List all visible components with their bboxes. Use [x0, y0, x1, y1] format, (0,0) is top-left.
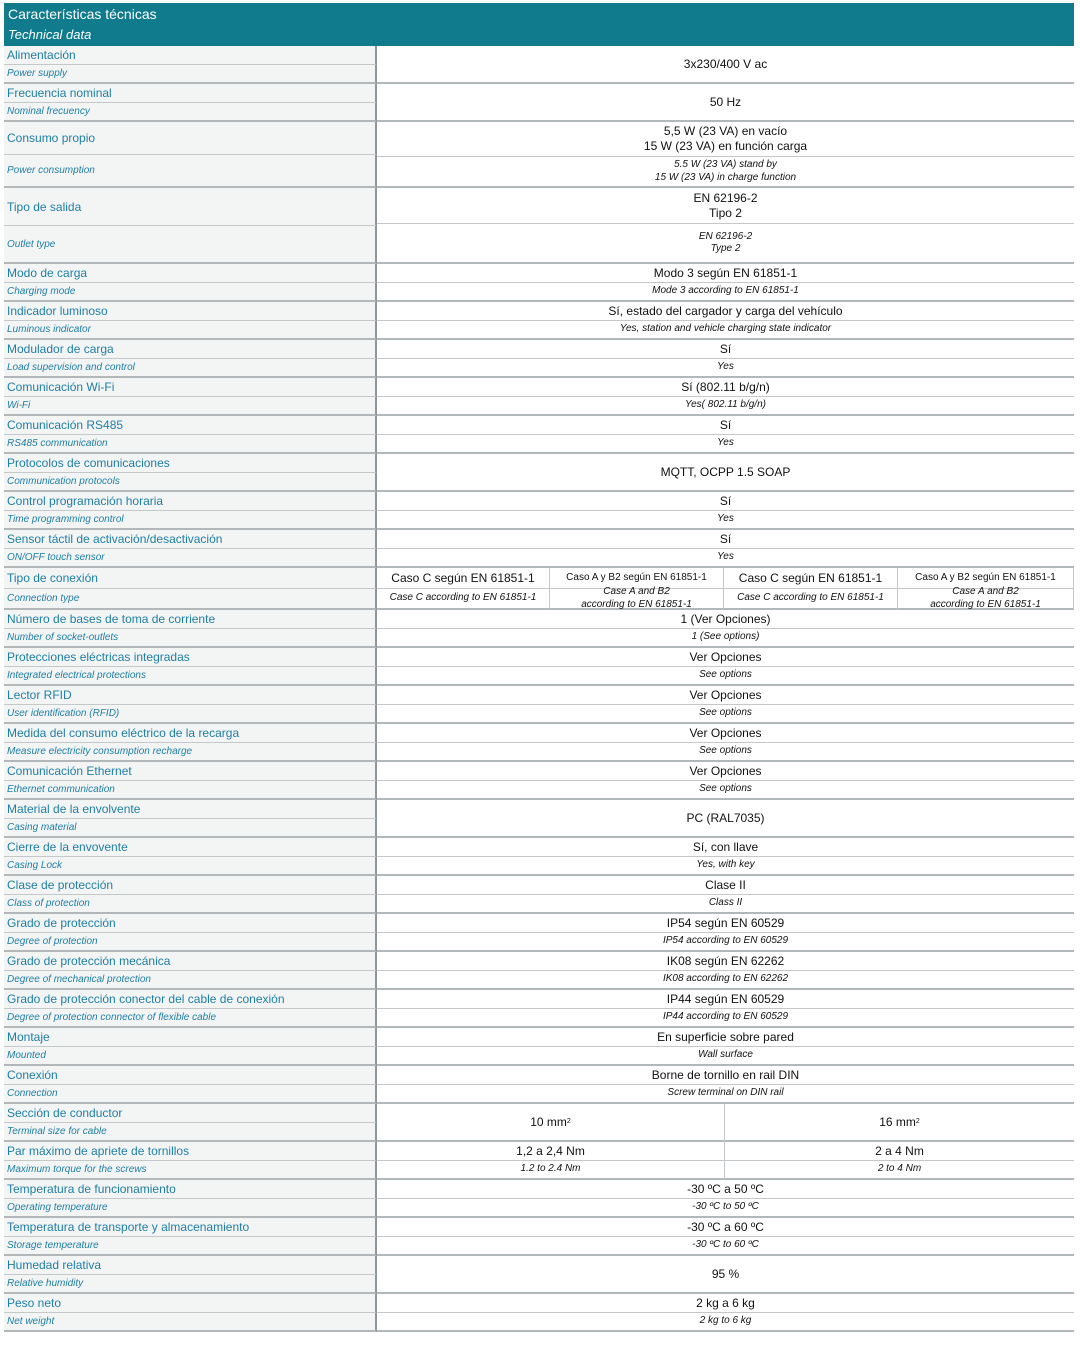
- label-spanish: Cierre de la envovente: [7, 840, 128, 854]
- label-english: Relative humidity: [7, 1278, 84, 1289]
- value-line: 5,5 W (23 VA) en vacío: [663, 124, 788, 138]
- label-english: Degree of protection: [7, 936, 98, 947]
- label-cell-spanish: [4, 762, 377, 781]
- label-english: Integrated electrical protections: [7, 670, 146, 681]
- label-cell-spanish: [4, 724, 377, 743]
- label-cell-spanish: [4, 648, 377, 667]
- label-cell-spanish: [4, 1028, 377, 1047]
- label-cell-spanish: [4, 340, 377, 359]
- label-cell-english: [4, 589, 377, 610]
- label-english: Connection type: [7, 593, 80, 604]
- label-spanish: Peso neto: [7, 1296, 62, 1310]
- value-cell-english: -30 ºC to 50 ºC: [377, 1199, 1074, 1218]
- label-cell-english: [4, 359, 377, 378]
- value-cell-spanish: IP44 según EN 60529: [377, 990, 1074, 1009]
- label-cell-english: [4, 933, 377, 952]
- label-spanish: Conexión: [7, 1068, 58, 1082]
- value-cell-english: See options: [377, 705, 1074, 724]
- label-spanish: Tipo de conexión: [7, 571, 98, 585]
- label-cell-spanish: [4, 1294, 377, 1313]
- torque-cell-english: 2 to 4 Nm: [725, 1161, 1074, 1180]
- label-spanish: Lector RFID: [7, 688, 72, 702]
- value-cell: MQTT, OCPP 1.5 SOAP: [377, 454, 1074, 492]
- value-line: EN 62196-2: [693, 190, 758, 205]
- label-cell-english: [4, 1275, 377, 1294]
- label-cell-english: [4, 549, 377, 568]
- torque-cell-spanish: 1,2 a 2,4 Nm: [377, 1142, 725, 1161]
- value-line: 15 W (23 VA) in charge function: [654, 171, 797, 183]
- label-spanish: Material de la envolvente: [7, 802, 141, 816]
- value-cell-english: [377, 224, 1074, 264]
- value-cell-spanish: 2 kg a 6 kg: [377, 1294, 1074, 1313]
- label-spanish: Sección de conductor: [7, 1106, 123, 1120]
- value-cell-spanish: -30 ºC a 60 ºC: [377, 1218, 1074, 1237]
- label-english: Load supervision and control: [7, 362, 135, 373]
- label-english: Power supply: [7, 68, 68, 79]
- label-english: Casing material: [7, 822, 77, 833]
- value-lines: [693, 191, 757, 221]
- value-lines: [390, 592, 537, 605]
- label-cell-spanish: [4, 302, 377, 321]
- label-english: ON/OFF touch sensor: [7, 552, 105, 563]
- label-english: Degree of mechanical protection: [7, 974, 151, 985]
- connection-type-cell-english: [724, 589, 898, 610]
- label-spanish: Consumo propio: [7, 131, 96, 145]
- connection-type-cell-spanish: Caso C según EN 61851-1: [724, 568, 898, 589]
- label-cell-spanish: [4, 876, 377, 895]
- value-line: 5.5 W (23 VA) stand by: [674, 159, 777, 170]
- value-cell: 95 %: [377, 1256, 1074, 1294]
- label-cell-english: [4, 226, 377, 264]
- label-cell-english: [4, 895, 377, 914]
- label-english: Luminous indicator: [7, 324, 91, 335]
- label-cell-spanish: [4, 800, 377, 819]
- label-spanish: Clase de protección: [7, 878, 114, 892]
- value-cell-english: Wall surface: [377, 1047, 1074, 1066]
- label-english: Connection: [7, 1088, 58, 1099]
- label-cell-spanish: [4, 122, 377, 155]
- label-cell-english: [4, 397, 377, 416]
- label-cell-english: [4, 1313, 377, 1332]
- label-english: Terminal size for cable: [7, 1126, 107, 1137]
- label-english: Net weight: [7, 1316, 55, 1327]
- label-spanish: Frecuencia nominal: [7, 86, 112, 100]
- label-cell-spanish: [4, 492, 377, 511]
- label-english: Casing Lock: [7, 860, 63, 871]
- label-cell-english: [4, 473, 377, 492]
- value-cell-spanish: En superficie sobre pared: [377, 1028, 1074, 1047]
- label-cell-spanish: [4, 46, 377, 65]
- label-spanish: Grado de protección: [7, 916, 116, 930]
- value-cell-english: See options: [377, 743, 1074, 762]
- value-cell-english: IK08 according to EN 62262: [377, 971, 1074, 990]
- label-english: Mounted: [7, 1050, 46, 1061]
- label-spanish: Número de bases de toma de corriente: [7, 612, 216, 626]
- label-cell-english: [4, 819, 377, 838]
- label-english: Wi-Fi: [7, 400, 31, 411]
- connection-type-cell-english: [377, 589, 550, 610]
- value-cell-english: Yes: [377, 435, 1074, 454]
- title-english: Technical data: [8, 27, 92, 42]
- value-cell-spanish: Modo 3 según EN 61851-1: [377, 264, 1074, 283]
- label-spanish: Par máximo de apriete de tornillos: [7, 1144, 190, 1158]
- value-cell-spanish: IP54 según EN 60529: [377, 914, 1074, 933]
- connection-type-cell-spanish: Caso A y B2 según EN 61851-1: [550, 568, 724, 589]
- label-cell-spanish: [4, 530, 377, 549]
- value-cell-spanish: Ver Opciones: [377, 724, 1074, 743]
- label-cell-english: [4, 65, 377, 84]
- value-cell-spanish: -30 ºC a 50 ºC: [377, 1180, 1074, 1199]
- label-spanish: Control programación horaria: [7, 494, 164, 508]
- label-cell-english: [4, 705, 377, 724]
- label-english: Nominal frecuency: [7, 106, 90, 117]
- value-cell-english: Yes: [377, 511, 1074, 530]
- value-lines: [655, 159, 796, 184]
- label-spanish: Comunicación Wi-Fi: [7, 380, 115, 394]
- value-line: Case C according to EN 61851-1: [389, 592, 537, 604]
- value-cell-english: 1 (See options): [377, 629, 1074, 648]
- value-cell-english: IP54 according to EN 60529: [377, 933, 1074, 952]
- label-cell-spanish: [4, 686, 377, 705]
- label-cell-spanish: [4, 84, 377, 103]
- label-cell-spanish: [4, 188, 377, 226]
- label-spanish: Tipo de salida: [7, 200, 82, 214]
- label-cell-spanish: [4, 416, 377, 435]
- label-spanish: Sensor táctil de activación/desactivación: [7, 532, 223, 546]
- value-lines: [699, 231, 752, 256]
- label-cell-spanish: [4, 1218, 377, 1237]
- label-cell-english: [4, 321, 377, 340]
- torque-cell-english: 1.2 to 2.4 Nm: [377, 1161, 725, 1180]
- label-spanish: Montaje: [7, 1030, 50, 1044]
- label-english: Class of protection: [7, 898, 90, 909]
- value-cell: PC (RAL7035): [377, 800, 1074, 838]
- connection-type-cell-english: [898, 586, 1074, 610]
- value-cell-spanish: Sí (802.11 b/g/n): [377, 378, 1074, 397]
- value-cell-spanish: IK08 según EN 62262: [377, 952, 1074, 971]
- label-cell-spanish: [4, 838, 377, 857]
- label-cell-english: [4, 1237, 377, 1256]
- value-line: Case A and B2: [952, 586, 1019, 597]
- label-cell-english: [4, 103, 377, 122]
- label-cell-english: [4, 971, 377, 990]
- title-spanish: Características técnicas: [8, 6, 157, 22]
- value-cell-spanish: Borne de tornillo en rail DIN: [377, 1066, 1074, 1085]
- label-cell-english: [4, 857, 377, 876]
- label-cell-spanish: [4, 1256, 377, 1275]
- value-cell: 50 Hz: [377, 84, 1074, 122]
- label-cell-english: [4, 435, 377, 454]
- label-cell-english: [4, 1085, 377, 1104]
- label-cell-english: [4, 1161, 377, 1180]
- value-cell-spanish: Ver Opciones: [377, 762, 1074, 781]
- label-cell-english: [4, 283, 377, 302]
- terminal-size-value: 10 mm: [530, 1114, 567, 1129]
- label-cell-spanish: [4, 1142, 377, 1161]
- value-cell-english: Yes, with key: [377, 857, 1074, 876]
- label-english: Charging mode: [7, 286, 76, 297]
- value-line: Tipo 2: [709, 205, 742, 220]
- label-english: Ethernet communication: [7, 784, 115, 795]
- label-spanish: Protocolos de comunicaciones: [7, 456, 170, 470]
- value-cell-spanish: [377, 188, 1074, 224]
- value-cell-english: 2 kg to 6 kg: [377, 1313, 1074, 1332]
- label-english: Storage temperature: [7, 1240, 99, 1251]
- label-spanish: Comunicación Ethernet: [7, 764, 132, 778]
- terminal-size-cell: 16 mm 2: [725, 1104, 1074, 1142]
- terminal-size-value: 16 mm: [879, 1114, 916, 1129]
- value-cell-spanish: 1 (Ver Opciones): [377, 610, 1074, 629]
- label-cell-english: [4, 155, 377, 188]
- label-cell-spanish: [4, 1180, 377, 1199]
- label-cell-spanish: [4, 1066, 377, 1085]
- label-spanish: Indicador luminoso: [7, 304, 108, 318]
- label-cell-english: [4, 1123, 377, 1142]
- value-cell-spanish: Sí, con llave: [377, 838, 1074, 857]
- value-cell-spanish: Sí, estado del cargador y carga del vehículo: [377, 302, 1074, 321]
- value-cell-english: IP44 according to EN 60529: [377, 1009, 1074, 1028]
- label-english: Power consumption: [7, 165, 95, 176]
- label-cell-spanish: [4, 454, 377, 473]
- value-cell-english: See options: [377, 667, 1074, 686]
- connection-type-cell-spanish: Caso C según EN 61851-1: [377, 568, 550, 589]
- value-cell-english: Class II: [377, 895, 1074, 914]
- label-spanish: Temperatura de transporte y almacenamiento: [7, 1220, 250, 1234]
- label-cell-spanish: [4, 568, 377, 589]
- value-cell: 3x230/400 V ac: [377, 46, 1074, 84]
- label-english: Time programming control: [7, 514, 124, 525]
- table-header: [4, 3, 1074, 46]
- value-line: Type 2: [710, 243, 741, 254]
- label-cell-spanish: [4, 1104, 377, 1123]
- connection-type-cell-spanish: Caso A y B2 según EN 61851-1: [898, 568, 1074, 589]
- label-spanish: Modo de carga: [7, 266, 88, 280]
- label-cell-spanish: [4, 378, 377, 397]
- value-cell-spanish: Sí: [377, 416, 1074, 435]
- value-cell-spanish: Ver Opciones: [377, 686, 1074, 705]
- value-cell-english: Yes: [377, 359, 1074, 378]
- label-english: User identification (RFID): [7, 708, 120, 719]
- value-cell-spanish: Sí: [377, 492, 1074, 511]
- value-cell-spanish: Sí: [377, 530, 1074, 549]
- value-cell-english: Yes, station and vehicle charging state indicator: [377, 321, 1074, 340]
- label-cell-spanish: [4, 914, 377, 933]
- label-cell-spanish: [4, 990, 377, 1009]
- value-cell-english: Screw terminal on DIN rail: [377, 1085, 1074, 1104]
- label-english: RS485 communication: [7, 438, 108, 449]
- value-line: EN 62196-2: [698, 230, 753, 242]
- label-spanish: Medida del consumo eléctrico de la recarga: [7, 726, 240, 740]
- value-cell-spanish: Clase II: [377, 876, 1074, 895]
- label-cell-spanish: [4, 952, 377, 971]
- label-spanish: Comunicación RS485: [7, 418, 124, 432]
- label-english: Maximum torque for the screws: [7, 1164, 147, 1175]
- value-line: according to EN 61851-1: [930, 598, 1041, 610]
- label-cell-english: [4, 511, 377, 530]
- value-cell-english: See options: [377, 781, 1074, 800]
- label-spanish: Alimentación: [7, 48, 76, 62]
- value-cell-english: -30 ºC to 60 ºC: [377, 1237, 1074, 1256]
- value-lines: [930, 586, 1041, 611]
- value-cell-spanish: Sí: [377, 340, 1074, 359]
- label-english: Measure electricity consumption recharge: [7, 746, 193, 757]
- label-cell-spanish: [4, 610, 377, 629]
- value-lines: [737, 592, 884, 605]
- value-cell-spanish: [377, 122, 1074, 157]
- value-line: Case A and B2: [603, 586, 670, 597]
- label-english: Outlet type: [7, 239, 56, 250]
- value-lines: [581, 586, 692, 611]
- value-cell-english: [377, 157, 1074, 188]
- label-english: Number of socket-outlets: [7, 632, 119, 643]
- label-english: Communication protocols: [7, 476, 120, 487]
- label-spanish: Grado de protección conector del cable de conexión: [7, 992, 285, 1006]
- value-cell-spanish: Ver Opciones: [377, 648, 1074, 667]
- label-cell-spanish: [4, 264, 377, 283]
- label-cell-english: [4, 629, 377, 648]
- value-line: Case C according to EN 61851-1: [737, 592, 884, 604]
- value-lines: [644, 124, 807, 154]
- label-cell-english: [4, 743, 377, 762]
- label-cell-english: [4, 1009, 377, 1028]
- terminal-size-cell: 10 mm 2: [377, 1104, 725, 1142]
- label-spanish: Grado de protección mecánica: [7, 954, 171, 968]
- value-line: 15 W (23 VA) en función carga: [643, 139, 808, 153]
- torque-cell-spanish: 2 a 4 Nm: [725, 1142, 1074, 1161]
- label-cell-english: [4, 667, 377, 686]
- label-spanish: Temperatura de funcionamiento: [7, 1182, 176, 1196]
- connection-type-cell-english: [550, 586, 724, 610]
- value-line: according to EN 61851-1: [581, 598, 692, 610]
- label-spanish: Humedad relativa: [7, 1258, 102, 1272]
- label-spanish: Modulador de carga: [7, 342, 114, 356]
- label-spanish: Protecciones eléctricas integradas: [7, 650, 190, 664]
- label-english: Operating temperature: [7, 1202, 108, 1213]
- label-cell-english: [4, 781, 377, 800]
- label-english: Degree of protection connector of flexible cable: [7, 1012, 217, 1023]
- value-cell-english: Mode 3 according to EN 61851-1: [377, 283, 1074, 302]
- label-cell-english: [4, 1047, 377, 1066]
- value-cell-english: Yes( 802.11 b/g/n): [377, 397, 1074, 416]
- label-cell-english: [4, 1199, 377, 1218]
- value-cell-english: Yes: [377, 549, 1074, 568]
